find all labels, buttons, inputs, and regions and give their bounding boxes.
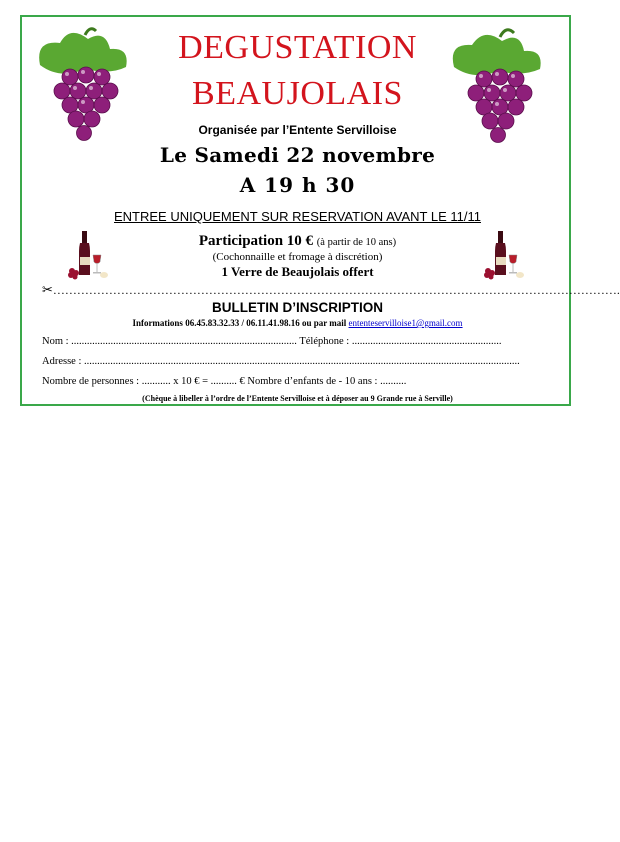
participation-text — [22, 233, 573, 250]
title-line1: DEGUSTATION — [178, 29, 417, 66]
cut-dots: ……………………………………………………………………………………………………………………………. — [52, 283, 620, 297]
cut-line — [42, 283, 620, 298]
form-line-address: Adresse : ...................................................................................................................................................................... — [42, 356, 520, 367]
flyer — [20, 15, 620, 406]
cochonnaille-text: (Cochonnaille et fromage à discrétion) — [212, 251, 383, 263]
cheque-note: (Chèque à libeller à l’ordre de l’Entente Servilloise et à déposer au 9 Grande rue à Serville) — [142, 394, 453, 403]
event-date: Le Samedi 22 novembre — [159, 143, 436, 167]
info-text: Informations 06.45.83.32.33 / 06.11.41.98.16 ou par mail — [132, 318, 347, 328]
scissors-icon: ✂ — [42, 283, 53, 298]
bulletin-title: BULLETIN D’INSCRIPTION — [212, 300, 383, 315]
participation-note: (à partir de 10 ans) — [316, 237, 397, 248]
verre-offert-text: 1 Verre de Beaujolais offert — [221, 264, 374, 279]
email-link[interactable]: ententeservilloise1@gmail.com — [348, 318, 463, 328]
organizer-text: Organisée par l’Entente Servilloise — [198, 123, 397, 137]
reservation-notice: ENTREE UNIQUEMENT SUR RESERVATION AVANT LE 11/11 — [114, 209, 481, 224]
event-time: A 19 h 30 — [239, 173, 356, 197]
info-line — [22, 318, 573, 328]
form-line-name-phone: Nom : ...................................................................................... Téléphone : ......................................................... — [42, 336, 502, 347]
title-line2: BEAUJOLAIS — [192, 75, 403, 112]
form-line-persons: Nombre de personnes : ........... x 10 € = .......... € Nombre d’enfants de - 10 ans : .......... — [42, 376, 407, 387]
participation-price: Participation 10 € — [198, 233, 314, 249]
